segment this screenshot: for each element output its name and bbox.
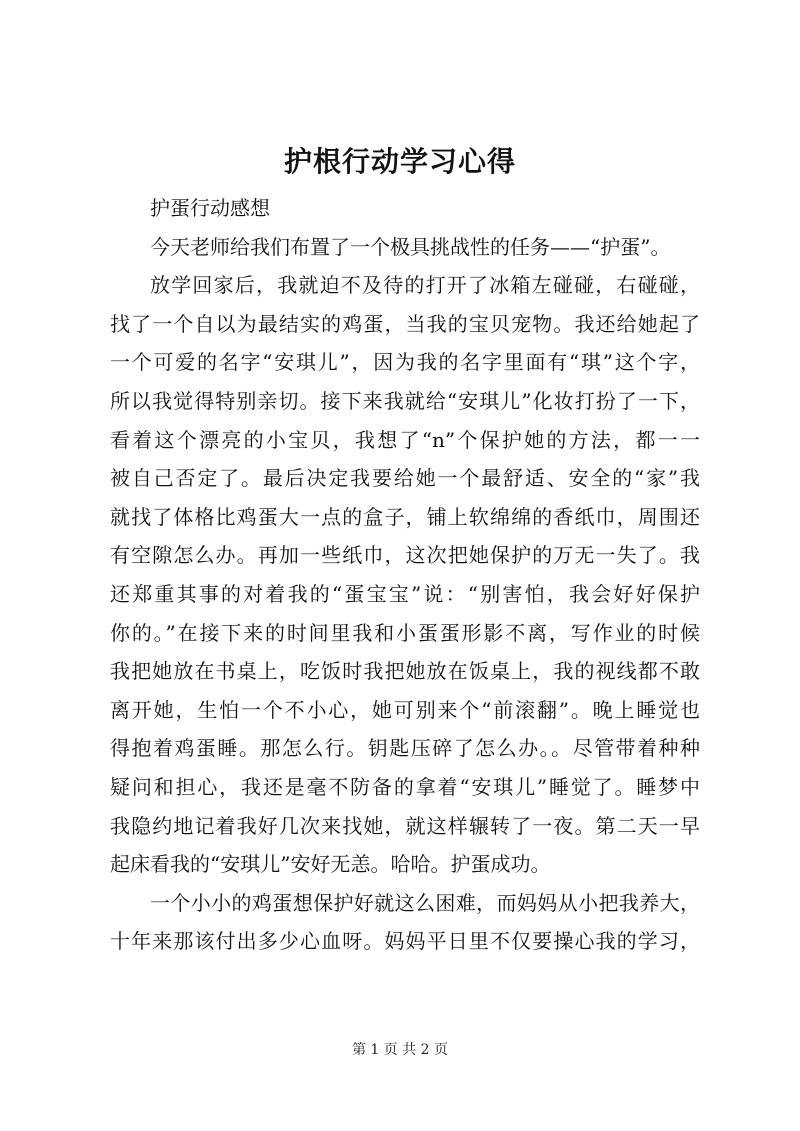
- paragraph-line: 得抱着鸡蛋睡。那怎么行。钥匙压碎了怎么办。。尽管带着种种: [110, 736, 700, 761]
- paragraph-line: 找了一个自以为最结实的鸡蛋，当我的宝贝宠物。我还给她起了: [110, 311, 700, 336]
- paragraph-line: 一个小小的鸡蛋想保护好就这么困难，而妈妈从小把我养大，: [150, 890, 700, 915]
- paragraph-line: 看着这个漂亮的小宝贝，我想了“n”个保护她的方法，都一一: [110, 427, 700, 452]
- paragraph-line: 被自己否定了。最后决定我要给她一个最舒适、安全的“家”我: [110, 466, 700, 491]
- paragraph-line: 离开她，生怕一个不小心，她可别来个“前滚翻”。晚上睡觉也: [110, 697, 700, 722]
- paragraph-line: 我隐约地记着我好几次来找她，就这样辗转了一夜。第二天一早: [110, 813, 700, 838]
- paragraph-line: 有空隙怎么办。再加一些纸巾，这次把她保护的万无一失了。我: [110, 543, 700, 568]
- paragraph-line: 今天老师给我们布置了一个极具挑战性的任务——“护蛋”。: [150, 234, 671, 259]
- document-title: 护根行动学习心得: [283, 145, 516, 178]
- paragraph-line: 还郑重其事的对着我的“蛋宝宝”说：“别害怕，我会好好保护: [110, 581, 700, 606]
- paragraph-line: 你的。”在接下来的时间里我和小蛋蛋形影不离，写作业的时候: [110, 620, 700, 645]
- paragraph-line: 就找了体格比鸡蛋大一点的盒子，铺上软绵绵的香纸巾，周围还: [110, 504, 700, 529]
- paragraph-line: 放学回家后，我就迫不及待的打开了冰箱左碰碰，右碰碰，: [150, 273, 700, 298]
- paragraph-line: 疑问和担心，我还是毫不防备的拿着“安琪儿”睡觉了。睡梦中: [110, 774, 700, 799]
- paragraph-line: 我把她放在书桌上，吃饭时我把她放在饭桌上，我的视线都不敢: [110, 659, 700, 684]
- paragraph-line: 起床看我的“安琪儿”安好无恙。哈哈。护蛋成功。: [110, 852, 551, 877]
- paragraph-line: 护蛋行动感想: [150, 196, 270, 220]
- paragraph-line: 一个可爱的名字“安琪儿”，因为我的名字里面有“琪”这个字，: [110, 350, 700, 375]
- paragraph-line: 所以我觉得特别亲切。接下来我就给“安琪儿”化妆打扮了一下，: [110, 388, 700, 413]
- paragraph-line: 十年来那该付出多少心血呀。妈妈平日里不仅要操心我的学习，: [110, 929, 700, 954]
- page-number-footer: 第 1 页 共 2 页: [351, 1042, 449, 1058]
- document-body: [110, 189, 700, 961]
